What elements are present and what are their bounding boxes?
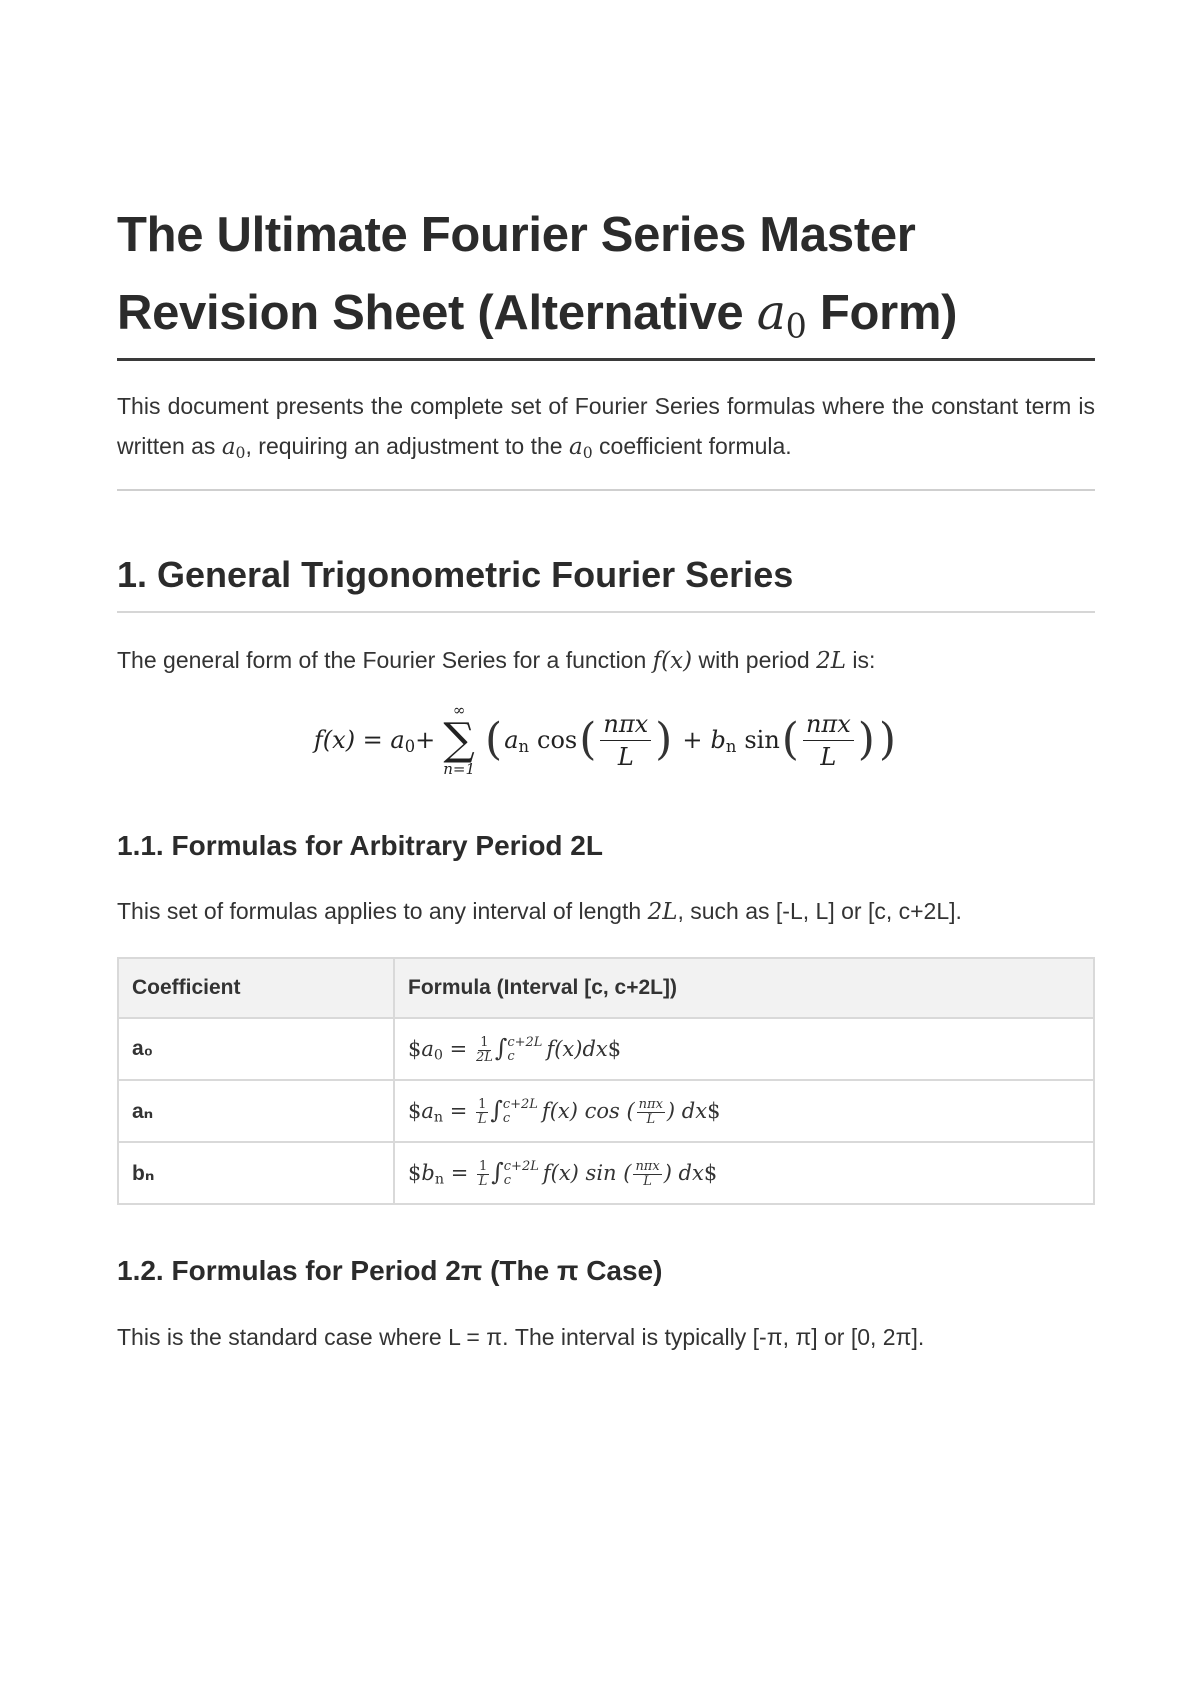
integral-body: f(x)dx	[546, 1036, 608, 1061]
pi-case-paragraph: This is the standard case where L = π. The interval is typically [-π, π] or [0, 2π].	[117, 1324, 925, 1350]
arbitrary-text-2: , such as [-L, L] or [c, c+2L].	[677, 898, 962, 924]
dollar-open: $	[408, 1098, 422, 1123]
general-form-paragraph	[117, 643, 875, 678]
table-header-coefficient: Coefficient	[118, 958, 394, 1018]
integral-upper: c+2L	[507, 1034, 543, 1050]
integral-limits	[503, 1098, 538, 1127]
eq-frac-sin	[803, 710, 854, 771]
coefficients-table	[117, 957, 1095, 1205]
formula-cell	[394, 1018, 1094, 1080]
formula-eq: =	[443, 1098, 475, 1123]
inner-frac-num: nπx	[638, 1096, 663, 1112]
intro-var-2: a	[568, 434, 583, 460]
inner-frac	[637, 1098, 665, 1126]
integral-lower: c	[503, 1173, 512, 1189]
intro-text-1: This document presents the complete set of Fourier Series formulas where the constant term is written as	[117, 393, 1095, 459]
subsection-1-2-heading: 1.2. Formulas for Period 2π (The π Case)	[117, 1255, 663, 1286]
integral-lower: c	[502, 1111, 511, 1127]
eq-sin-open: (	[781, 714, 799, 765]
title-math-sub: 0	[785, 306, 807, 346]
eq-plus-2: +	[682, 726, 703, 754]
general-period: 2L	[816, 648, 847, 674]
eq-an-sub: n	[518, 737, 530, 757]
formula-frac-den: L	[478, 1173, 488, 1189]
section-divider	[117, 489, 1095, 491]
formula-frac	[477, 1160, 489, 1188]
intro-var-sub: 0	[235, 442, 246, 462]
eq-cos-open: (	[579, 714, 597, 765]
intro-var: a	[221, 434, 236, 460]
arbitrary-period-paragraph	[117, 894, 962, 929]
integral-body-post: ) dx	[663, 1160, 704, 1185]
formula-var: a	[421, 1036, 434, 1061]
subsection-1-1-heading: 1.1. Formulas for Arbitrary Period 2L	[117, 830, 603, 861]
integral-limits	[504, 1160, 539, 1189]
coefficient-cell: a₀	[118, 1018, 394, 1080]
arbitrary-length: 2L	[647, 899, 678, 925]
integral-body-post: ) dx	[666, 1098, 708, 1123]
formula-cell	[394, 1080, 1094, 1142]
frac-den: L	[617, 742, 634, 771]
arbitrary-text-1: This set of formulas applies to any interval of length	[117, 898, 648, 924]
eq-sin-close: )	[857, 714, 875, 765]
integral-upper: c+2L	[502, 1096, 538, 1112]
dollar-close: $	[607, 1036, 622, 1061]
general-text-2: with period	[692, 647, 817, 673]
eq-close-paren: )	[878, 714, 897, 765]
formula-frac-num: 1	[478, 1096, 487, 1112]
intro-math-a0	[222, 434, 246, 460]
table-header-formula: Formula (Interval [c, c+2L])	[394, 958, 1094, 1018]
table-header-row	[118, 958, 1094, 1018]
document-title	[117, 196, 1095, 352]
intro-text-2: , requiring an adjustment to the	[245, 433, 569, 459]
formula-cell	[394, 1142, 1094, 1204]
sum-lower: n=1	[443, 760, 476, 778]
frac-num: nπx	[803, 710, 854, 741]
formula-sub: n	[434, 1171, 445, 1188]
intro-paragraph	[117, 386, 1095, 467]
integral-sign: ∫	[490, 1095, 503, 1124]
formula-frac	[476, 1036, 493, 1064]
eq-bn-var: b	[710, 726, 726, 754]
eq-frac-cos	[600, 710, 651, 771]
table-row	[118, 1018, 1094, 1080]
title-math-var	[756, 284, 807, 346]
formula-frac-num: 1	[480, 1034, 489, 1050]
inner-frac-den: L	[646, 1111, 656, 1127]
integral-body-pre: f(x) sin (	[542, 1160, 632, 1185]
coefficient-cell: bₙ	[118, 1142, 394, 1204]
title-line-2-end: Form)	[806, 286, 958, 340]
formula-sub: 0	[433, 1047, 443, 1064]
title-line-1: The Ultimate Fourier Series Master	[117, 208, 916, 262]
eq-bn-sub: n	[725, 737, 737, 757]
eq-open-paren: (	[485, 714, 503, 765]
formula-var: b	[421, 1160, 435, 1185]
section-1-divider	[117, 611, 1095, 613]
eq-lhs-sub: 0	[404, 737, 416, 757]
formula-frac-den: L	[477, 1111, 487, 1127]
eq-cos-close: )	[655, 714, 673, 765]
eq-plus: +	[415, 726, 436, 754]
integral-upper: c+2L	[503, 1158, 539, 1174]
eq-lhs-text: f(x) = a	[313, 726, 405, 754]
table-row	[118, 1142, 1094, 1204]
coefficient-cell: aₙ	[118, 1080, 394, 1142]
section-1-heading: 1. General Trigonometric Fourier Series	[117, 554, 794, 595]
dollar-close: $	[703, 1160, 718, 1185]
sum-upper: ∞	[452, 701, 466, 719]
integral-limits	[507, 1036, 542, 1065]
inner-frac	[633, 1160, 661, 1188]
eq-an	[504, 726, 530, 757]
intro-math-a0-2	[569, 434, 593, 460]
inner-frac-den: L	[643, 1173, 652, 1189]
intro-text-3: coefficient formula.	[592, 433, 792, 459]
eq-lhs	[313, 726, 416, 757]
formula-sub: n	[433, 1109, 444, 1126]
fourier-series-equation	[117, 690, 1095, 790]
dollar-open: $	[408, 1160, 422, 1185]
dollar-open: $	[408, 1036, 422, 1061]
integral-lower: c	[507, 1049, 515, 1065]
formula-frac-den: 2L	[475, 1049, 493, 1065]
intro-var-sub-2: 0	[582, 442, 593, 462]
eq-cos: cos	[537, 726, 578, 754]
general-text-3: is:	[846, 647, 876, 673]
sum-symbol: ∑	[443, 714, 475, 765]
table-row	[118, 1080, 1094, 1142]
eq-sin: sin	[744, 726, 780, 754]
formula-var: a	[421, 1098, 434, 1123]
formula-eq: =	[442, 1036, 474, 1061]
formula-frac-num: 1	[478, 1158, 488, 1174]
general-fx: f(x)	[652, 648, 693, 674]
dollar-close: $	[707, 1098, 721, 1123]
formula-eq: =	[444, 1160, 475, 1185]
integral-body-pre: f(x) cos (	[541, 1098, 635, 1123]
summation	[443, 703, 475, 777]
title-math-a: a	[756, 284, 786, 341]
eq-an-var: a	[504, 726, 519, 754]
frac-num: nπx	[600, 710, 651, 741]
integral-sign: ∫	[494, 1033, 508, 1062]
integral-sign: ∫	[491, 1157, 504, 1186]
eq-bn	[710, 726, 737, 757]
general-text-1: The general form of the Fourier Series for a function	[117, 647, 653, 673]
formula-frac	[476, 1098, 488, 1126]
title-divider	[117, 358, 1095, 361]
title-line-2-text: Revision Sheet (Alternative	[117, 286, 757, 340]
title-line-2	[117, 284, 958, 346]
frac-den: L	[820, 742, 837, 771]
inner-frac-num: nπx	[635, 1158, 660, 1174]
